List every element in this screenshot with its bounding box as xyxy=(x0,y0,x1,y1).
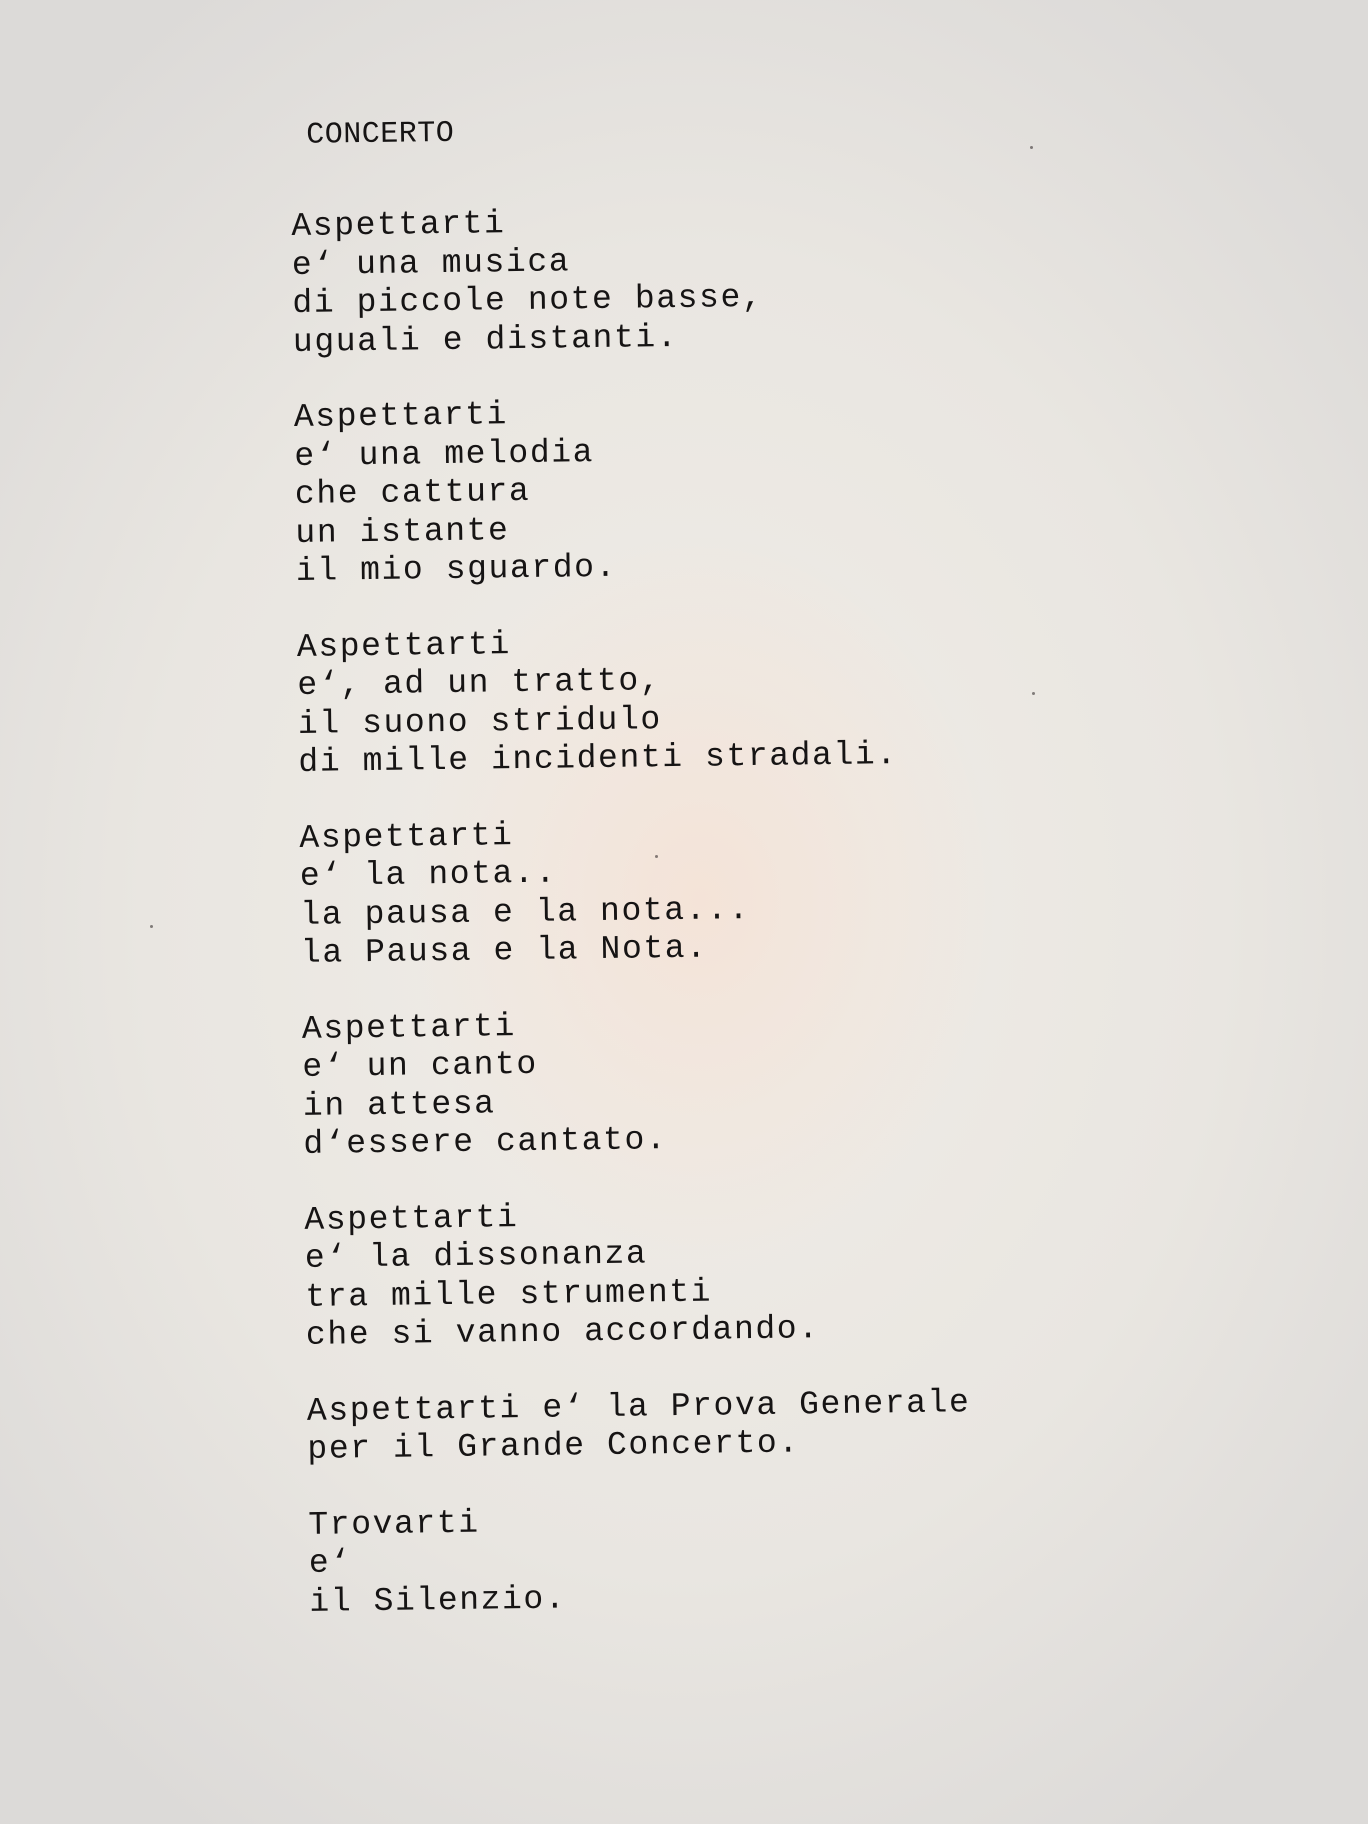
paper-speck xyxy=(1032,692,1035,695)
stanza-1 xyxy=(291,197,1153,362)
poem-line: uguali e distanti. xyxy=(292,318,679,361)
poem-line: e‘ la nota.. xyxy=(299,854,557,895)
stanza-7 xyxy=(307,1381,1168,1469)
stanza-8 xyxy=(308,1495,1169,1622)
paper-speck xyxy=(655,855,658,858)
poem-line: e‘ una melodia xyxy=(294,433,595,475)
stanza-3 xyxy=(297,617,1159,782)
poem-line: Aspettarti xyxy=(299,816,514,857)
poem-line: in attesa xyxy=(302,1084,496,1125)
poem-line: Aspettarti xyxy=(304,1198,519,1239)
poem-line: di piccole note basse, xyxy=(292,278,764,322)
poem-title: CONCERTO xyxy=(306,116,455,153)
poem-line: che si vanno accordando. xyxy=(305,1310,820,1354)
poem-line: tra mille strumenti xyxy=(305,1273,713,1316)
paper-speck xyxy=(150,925,153,928)
poem-line: la Pausa e la Nota. xyxy=(300,929,708,972)
poem-line: Aspettarti xyxy=(301,1007,517,1048)
stanza-5 xyxy=(302,999,1164,1164)
poem-line: di mille incidenti stradali. xyxy=(298,736,898,781)
poem-line: il Silenzio. xyxy=(309,1580,567,1621)
poem-line: e‘, ad un tratto, xyxy=(297,662,662,704)
stanza-4 xyxy=(299,808,1161,973)
paper-speck xyxy=(1030,146,1033,149)
stanza-6 xyxy=(304,1190,1166,1355)
poem-line: Aspettarti e‘ la Prova Generale xyxy=(306,1383,971,1430)
poem-line: Aspettarti xyxy=(296,625,512,666)
poem-line: che cattura xyxy=(294,472,531,513)
poem-line: e‘ xyxy=(308,1544,352,1582)
poem-line: e‘ un canto xyxy=(302,1045,539,1086)
poem-line: d‘essere cantato. xyxy=(303,1121,668,1163)
poem-line: il suono stridulo xyxy=(297,700,663,743)
poem-line: e‘ la dissonanza xyxy=(304,1235,648,1277)
poem xyxy=(290,107,1170,1659)
poem-line: il mio sguardo. xyxy=(295,548,618,590)
poem-line: e‘ una musica xyxy=(291,242,571,284)
poem-line: per il Grande Concerto. xyxy=(307,1424,800,1468)
poem-line: Aspettarti xyxy=(291,205,506,245)
poem-line: la pausa e la nota... xyxy=(300,890,751,934)
poem-line: un istante xyxy=(295,511,510,552)
poem-line: Aspettarti xyxy=(293,396,509,436)
stanza-2 xyxy=(294,388,1156,592)
poem-line: Trovarti xyxy=(308,1504,480,1544)
